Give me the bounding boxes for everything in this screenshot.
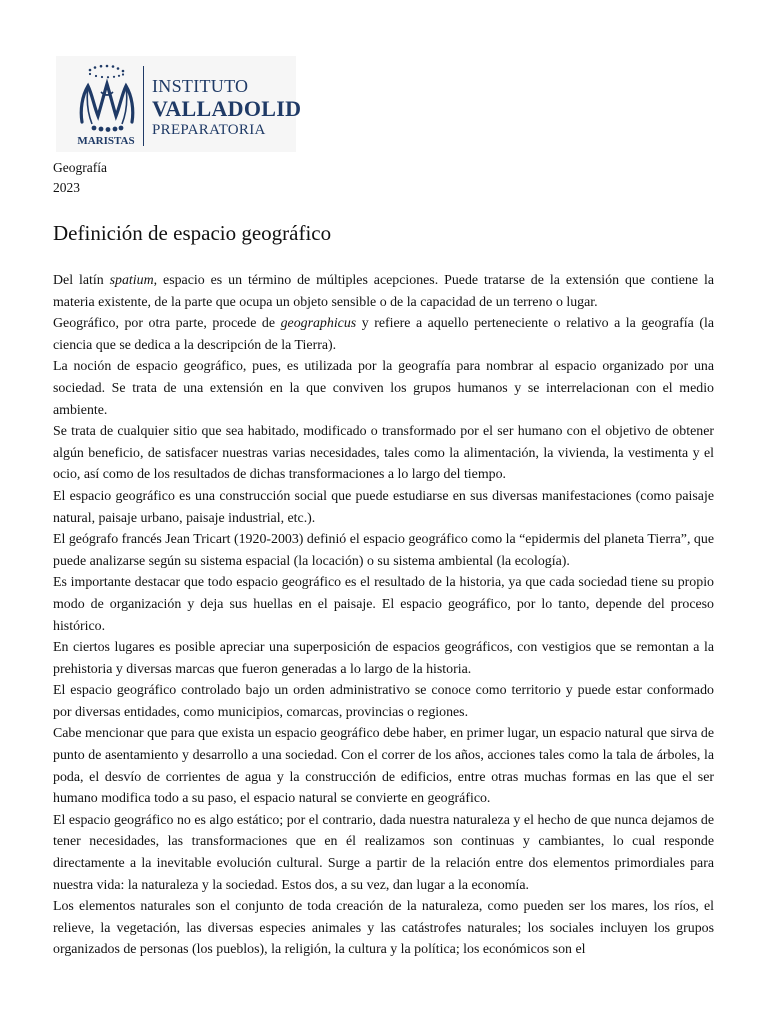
paragraph-text: La noción de espacio geográfico, pues, es utilizada por la geografía para nombrar al espacio organizado por una sociedad. Se trata de una extensión en la que conviven los grupos humanos y se interrelacionan con el medio ambiente. [53, 359, 714, 418]
document-title: Definición de espacio geográfico [53, 221, 332, 245]
paragraph-text: Los elementos naturales son el conjunto de toda creación de la naturaleza, como pueden ser los mares, los ríos, el relieve, la vegetación, las diversas especies animales y las catástrofes naturales; los sociales incluyen los grupos organizados de personas (los pueblos), la religión, la cultura y la política; los económicos son el [53, 899, 714, 958]
body-paragraph [53, 356, 714, 421]
document-meta [53, 158, 107, 198]
body-paragraph [53, 421, 714, 486]
body-paragraph [53, 313, 714, 356]
body-paragraph [53, 270, 714, 313]
body-paragraph [53, 486, 714, 529]
paragraph-text: Se trata de cualquier sitio que sea habitado, modificado o transformado por el ser humano con el objetivo de obtener algún beneficio, de satisfacer nuestras varias necesidades, tales como la alimentación, la vivienda, la vestimenta y el ocio, así como de los resultados de dichas transformaciones a lo largo del tiempo. [53, 424, 714, 483]
paragraph-text: El espacio geográfico no es algo estático; por el contrario, dada nuestra naturaleza y el hecho de que nunca dejamos de tener necesidades, las transformaciones que en él realizamos son continuas y cambiantes, lo cual responde directamente a la inevitable evolución cultural. Surge a partir de la relación entre dos elementos primordiales para nuestra vida: la naturaleza y la sociedad. Estos dos, a su vez, dan lugar a la economía. [53, 812, 714, 893]
paragraph-text: Geográfico, por otra parte, procede de [53, 316, 281, 332]
body-paragraph [53, 680, 714, 723]
paragraph-text: El espacio geográfico es una construcción social que puede estudiarse en sus diversas manifestaciones (como paisaje natural, paisaje urbano, paisaje industrial, etc.). [53, 488, 714, 526]
paragraph-text: y refiere a aquello perteneciente o relativo a la geografía (la ciencia que se dedica a la descripción de la Tierra). [53, 316, 714, 353]
logo-divider [143, 66, 144, 146]
body-paragraph [53, 529, 714, 572]
body-paragraph [53, 810, 714, 896]
maristas-emblem-icon [68, 62, 144, 148]
document-body [53, 270, 714, 961]
body-paragraph [53, 572, 714, 637]
paragraph-text: Del latín [53, 273, 110, 288]
paragraph-text: Cabe mencionar que para que exista un espacio geográfico debe haber, en primer lugar, un espacio natural que sirva de punto de asentamiento y desarrollo a una sociedad. Con el correr de los años, acciones tales como la tala de árboles, la poda, el desvío de corrientes de agua y la construcción de edificios, entre otras muchas formas en las que el ser humano modifica todo a su paso, el espacio natural se convierte en geográfico. [53, 726, 714, 807]
body-paragraph [53, 637, 714, 680]
logo-line-valladolid: VALLADOLID [152, 96, 302, 121]
body-paragraph [53, 723, 714, 809]
paragraph-text: El geógrafo francés Jean Tricart (1920-2003) definió el espacio geográfico como la “epidermis del planeta Tierra”, que puede analizarse según su sistema espacial (la locación) o su sistema ambiental (la ecología). [53, 532, 714, 569]
institution-logo [56, 56, 302, 152]
paragraph-text: El espacio geográfico controlado bajo un orden administrativo se conoce como territorio y puede estar conformado por diversas entidades, como municipios, comarcas, provincias o regiones. [53, 683, 714, 720]
logo-line-preparatoria: PREPARATORIA [152, 122, 266, 138]
year-label: 2023 [53, 180, 80, 195]
maristas-wordmark: MARISTAS [77, 135, 135, 147]
paragraph-text: , espacio es un término de múltiples acepciones. Puede tratarse de la extensión que contiene la materia existente, de la parte que ocupa un objeto sensible o de la capacidad de un terreno o lugar. [53, 273, 714, 310]
logo-line-instituto: INSTITUTO [152, 76, 249, 96]
italic-term: geographicus [280, 316, 357, 332]
paragraph-text: En ciertos lugares es posible apreciar una superposición de espacios geográficos, con vestigios que se remontan a la prehistoria y diversas marcas que fueron generadas a lo largo de la historia. [53, 640, 714, 677]
subject-label: Geografía [53, 160, 107, 175]
italic-term: spatium [109, 273, 154, 288]
paragraph-text: Es importante destacar que todo espacio geográfico es el resultado de la historia, ya que cada sociedad tiene su propio modo de organización y deja sus huellas en el paisaje. El espacio geográfico, por lo tanto, depende del proceso histórico. [53, 575, 714, 634]
body-paragraph [53, 896, 714, 961]
